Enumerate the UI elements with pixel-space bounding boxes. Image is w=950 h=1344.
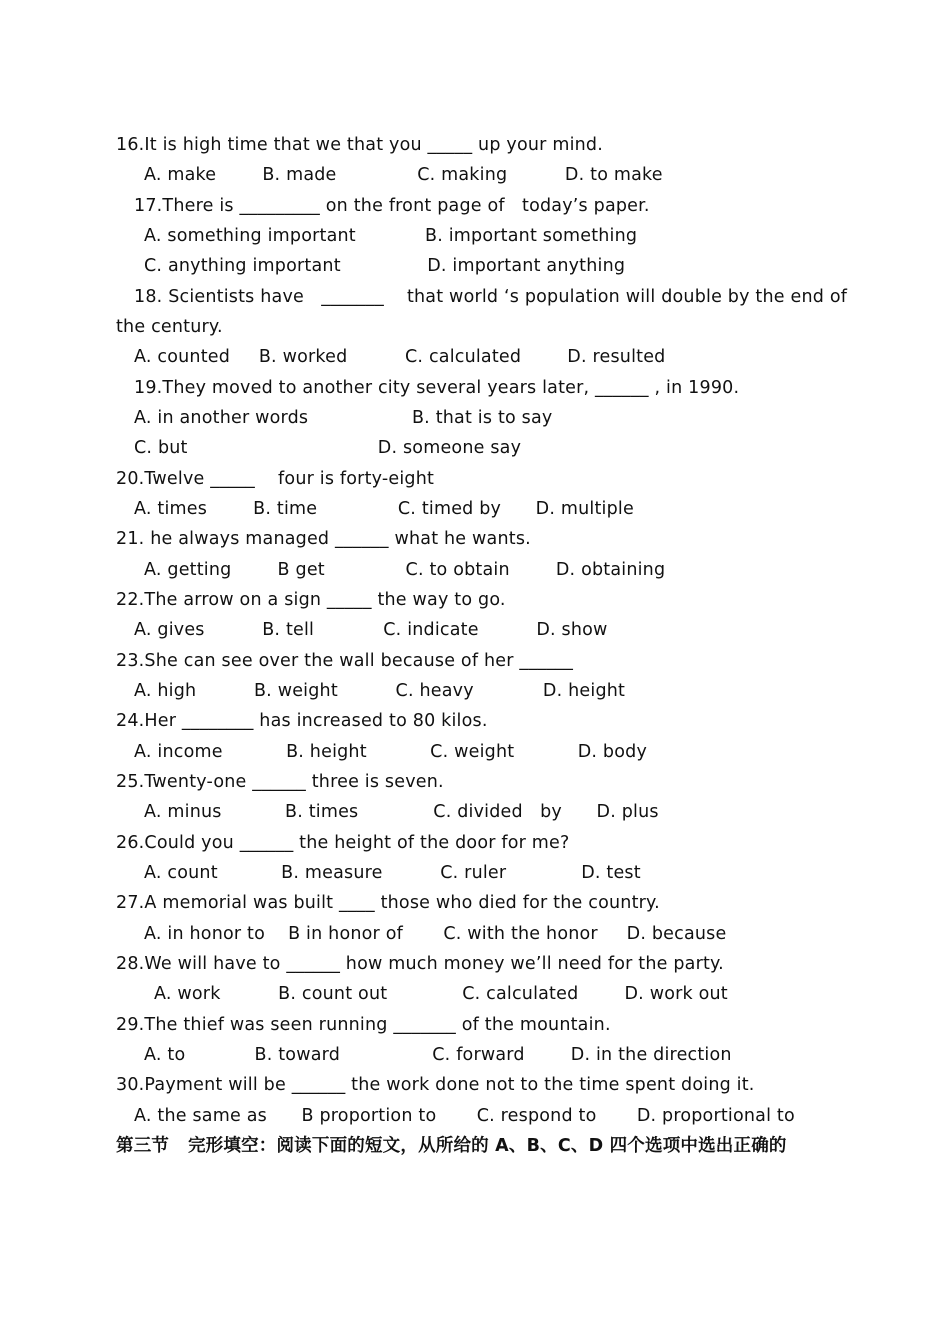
line-q18-options: A. counted B. worked C. calculated D. resulted <box>134 347 666 367</box>
line-q27: 27.A memorial was built ____ those who died for the country. <box>116 893 660 913</box>
line-q30-options: A. the same as B proportion to C. respond to D. proportional to <box>134 1106 795 1126</box>
line-q30: 30.Payment will be ______ the work done not to the time spent doing it. <box>116 1075 755 1095</box>
line-q22: 22.The arrow on a sign _____ the way to go. <box>116 590 506 610</box>
line-q27-options: A. in honor to B in honor of C. with the honor D. because <box>144 924 727 944</box>
line-q22-options: A. gives B. tell C. indicate D. show <box>134 620 608 640</box>
line-q29: 29.The thief was seen running _______ of the mountain. <box>116 1015 611 1035</box>
line-q19-options-cd: C. but D. someone say <box>134 438 522 458</box>
line-q18-cont: the century. <box>116 317 223 337</box>
line-q28: 28.We will have to ______ how much money we’ll need for the party. <box>116 954 724 974</box>
line-q23-options: A. high B. weight C. heavy D. height <box>134 681 626 701</box>
line-q18: 18. Scientists have _______ that world ‘s population will double by the end of <box>134 287 848 307</box>
line-q28-options: A. work B. count out C. calculated D. work out <box>154 984 728 1004</box>
line-q24-options: A. income B. height C. weight D. body <box>134 742 647 762</box>
line-q16-options: A. make B. made C. making D. to make <box>144 165 663 185</box>
line-q19-options-ab: A. in another words B. that is to say <box>134 408 553 428</box>
line-q26: 26.Could you ______ the height of the door for me? <box>116 833 570 853</box>
line-q17-options-ab: A. something important B. important something <box>144 226 638 246</box>
line-q25: 25.Twenty-one ______ three is seven. <box>116 772 444 792</box>
line-q26-options: A. count B. measure C. ruler D. test <box>144 863 641 883</box>
section-heading: 第三节 完形填空：阅读下面的短文，从所给的 A、B、C、D 四个选项中选出正确的 <box>116 1136 787 1156</box>
line-q21-options: A. getting B get C. to obtain D. obtaining <box>144 560 666 580</box>
line-q29-options: A. to B. toward C. forward D. in the direction <box>144 1045 732 1065</box>
line-q17: 17.There is _________ on the front page of today’s paper. <box>134 196 650 216</box>
line-q24: 24.Her ________ has increased to 80 kilos. <box>116 711 488 731</box>
line-q25-options: A. minus B. times C. divided by D. plus <box>144 802 659 822</box>
line-q17-options-cd: C. anything important D. important anything <box>144 256 626 276</box>
line-q16: 16.It is high time that we that you _____ up your mind. <box>116 135 603 155</box>
line-q23: 23.She can see over the wall because of her ______ <box>116 651 574 671</box>
line-q20: 20.Twelve _____ four is forty-eight <box>116 469 435 489</box>
line-q20-options: A. times B. time C. timed by D. multiple <box>134 499 634 519</box>
line-q21: 21. he always managed ______ what he wants. <box>116 529 531 549</box>
line-q19: 19.They moved to another city several years later, ______ , in 1990. <box>134 378 740 398</box>
